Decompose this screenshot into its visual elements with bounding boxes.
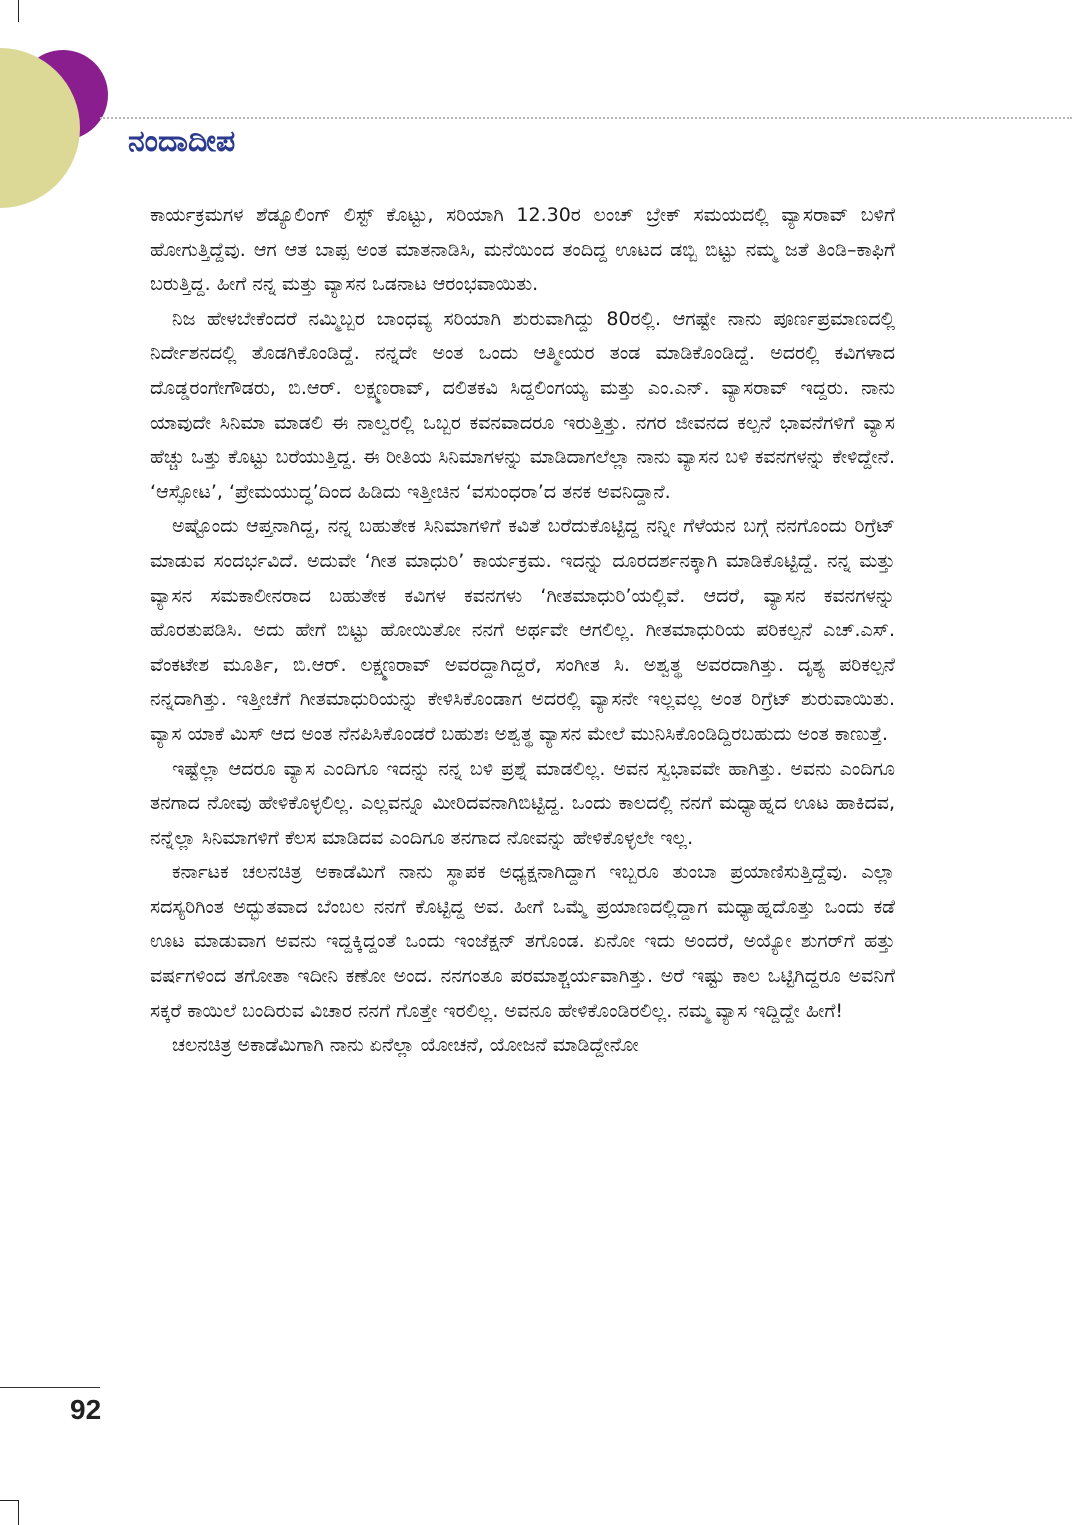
paragraph-6: ಚಲನಚಿತ್ರ ಅಕಾಡೆಮಿಗಾಗಿ ನಾನು ಏನೆಲ್ಲಾ ಯೋಚನೆ, ಯೋಜನೆ ಮಾಡಿದ್ದೇನೋ [172,1034,639,1057]
page-number: 92 [70,1394,102,1425]
crop-mark-bottom-horizontal [0,1500,18,1501]
paragraph-2: ನಿಜ ಹೇಳಬೇಕೆಂದರೆ ನಮ್ಮಿಬ್ಬರ ಬಾಂಧವ್ಯ ಸರಿಯಾಗಿ ಶುರುವಾಗಿದ್ದು 80ರಲ್ಲಿ. ಆಗಷ್ಟೇ ನಾನು ಪೂರ್ಣಪ್ರಮಾಣದಲ್ಲಿ ನಿರ್ದೇಶನದಲ್ಲಿ ತೊಡಗಿಕೊಂಡಿದ್ದೆ. ನನ್ನದೇ ಅಂತ ಒಂದು ಆತ್ಮೀಯರ ತಂಡ ಮಾಡಿಕೊಂಡಿದ್ದೆ. ಅದರಲ್ಲಿ ಕವಿಗಳಾದ ದೊಡ್ಡರಂಗೇಗೌಡರು, ಬಿ.ಆರ್. ಲಕ್ಷ್ಮಣರಾವ್, ದಲಿತಕವಿ ಸಿದ್ದಲಿಂಗಯ್ಯ ಮತ್ತು ಎಂ.ಎನ್. ವ್ಯಾಸರಾವ್ ಇದ್ದರು. ನಾನು ಯಾವುದೇ ಸಿನಿಮಾ ಮಾಡಲಿ ಈ ನಾಲ್ವರಲ್ಲಿ ಒಬ್ಬರ ಕವನವಾದರೂ ಇರುತ್ತಿತ್ತು. ನಗರ ಜೀವನದ ಕಲ್ಪನೆ ಭಾವನೆಗಳಿಗೆ ವ್ಯಾಸ ಹೆಚ್ಚು ಒತ್ತು ಕೊಟ್ಟು ಬರೆಯುತ್ತಿದ್ದ. ಈ ರೀತಿಯ ಸಿನಿಮಾಗಳನ್ನು ಮಾಡಿದಾಗಲೆಲ್ಲಾ ನಾನು ವ್ಯಾಸನ ಬಳಿ ಕವನಗಳನ್ನು ಕೇಳಿದ್ದೇನೆ. ‘ಆಸ್ಫೋಟ’, ‘ಪ್ರೇಮಯುದ್ಧ’ದಿಂದ ಹಿಡಿದು ಇತ್ತೀಚಿನ ‘ವಸುಂಧರಾ’ದ ತನಕ ಅವನಿದ್ದಾನೆ. [150,307,895,503]
section-title: ನಂದಾದೀಪ [128,124,236,159]
paragraph-3: ಅಷ್ಟೊಂದು ಆಪ್ತನಾಗಿದ್ದ, ನನ್ನ ಬಹುತೇಕ ಸಿನಿಮಾಗಳಿಗೆ ಕವಿತೆ ಬರೆದುಕೊಟ್ಟಿದ್ದ ನನ್ನೀ ಗೆಳೆಯನ ಬಗ್ಗೆ ನನಗೊಂದು ರಿಗ್ರೆಟ್ ಮಾಡುವ ಸಂದರ್ಭವಿದೆ. ಅದುವೇ ‘ಗೀತ ಮಾಧುರಿ’ ಕಾರ್ಯಕ್ರಮ. ಇದನ್ನು ದೂರದರ್ಶನಕ್ಕಾಗಿ ಮಾಡಿಕೊಟ್ಟಿದ್ದೆ. ನನ್ನ ಮತ್ತು ವ್ಯಾಸನ ಸಮಕಾಲೀನರಾದ ಬಹುತೇಕ ಕವಿಗಳ ಕವನಗಳು ‘ಗೀತಮಾಧುರಿ’ಯಲ್ಲಿವೆ. ಆದರೆ, ವ್ಯಾಸನ ಕವನಗಳನ್ನು ಹೊರತುಪಡಿಸಿ. ಅದು ಹೇಗೆ ಬಿಟ್ಟು ಹೋಯಿತೋ ನನಗೆ ಅರ್ಥವೇ ಆಗಲಿಲ್ಲ. ಗೀತಮಾಧುರಿಯ ಪರಿಕಲ್ಪನೆ ಎಚ್.ಎಸ್. ವೆಂಕಟೇಶ ಮೂರ್ತಿ, ಬಿ.ಆರ್. ಲಕ್ಷ್ಮಣರಾವ್ ಅವರದ್ದಾಗಿದ್ದರೆ, ಸಂಗೀತ ಸಿ. ಅಶ್ವತ್ಥ ಅವರದಾಗಿತ್ತು. ದೃಶ್ಯ ಪರಿಕಲ್ಪನೆ ನನ್ನದಾಗಿತ್ತು. ಇತ್ತೀಚೆಗೆ ಗೀತಮಾಧುರಿಯನ್ನು ಕೇಳಿಸಿಕೊಂಡಾಗ ಅದರಲ್ಲಿ ವ್ಯಾಸನೇ ಇಲ್ಲವಲ್ಲ ಅಂತ ರಿಗ್ರೆಟ್ ಶುರುವಾಯಿತು. ವ್ಯಾಸ ಯಾಕೆ ಮಿಸ್ ಆದ ಅಂತ ನೆನಪಿಸಿಕೊಂಡರೆ ಬಹುಶಃ ಅಶ್ವತ್ಥ ವ್ಯಾಸನ ಮೇಲೆ ಮುನಿಸಿಕೊಂಡಿದ್ದಿರಬಹುದು ಅಂತ ಕಾಣುತ್ತೆ. [150,515,895,745]
article-body [150,198,895,1063]
paragraph-1: ಕಾರ್ಯಕ್ರಮಗಳ ಶೆಡ್ಯೂಲಿಂಗ್ ಲಿಸ್ಟ್ ಕೊಟ್ಟು, ಸರಿಯಾಗಿ 12.30ರ ಲಂಚ್ ಬ್ರೇಕ್ ಸಮಯದಲ್ಲಿ ವ್ಯಾಸರಾವ್ ಬಳಿಗೆ ಹೋಗುತ್ತಿದ್ದೆವು. ಆಗ ಆತ ಬಾಪ್ಪ ಅಂತ ಮಾತನಾಡಿಸಿ, ಮನೆಯಿಂದ ತಂದಿದ್ದ ಊಟದ ಡಬ್ಬಿ ಬಿಟ್ಟು ನಮ್ಮ ಜತೆ ತಿಂಡಿ–ಕಾಫಿಗೆ ಬರುತ್ತಿದ್ದ. ಹೀಗೆ ನನ್ನ ಮತ್ತು ವ್ಯಾಸನ ಒಡನಾಟ ಆರಂಭವಾಯಿತು. [150,204,895,296]
header-dotted-rule [100,117,1072,119]
crop-mark-bottom-vertical [18,1500,19,1525]
paragraph-4: ಇಷ್ಟೆಲ್ಲಾ ಆದರೂ ವ್ಯಾಸ ಎಂದಿಗೂ ಇದನ್ನು ನನ್ನ ಬಳಿ ಪ್ರಶ್ನೆ ಮಾಡಲಿಲ್ಲ. ಅವನ ಸ್ವಭಾವವೇ ಹಾಗಿತ್ತು. ಅವನು ಎಂದಿಗೂ ತನಗಾದ ನೋವು ಹೇಳಿಕೊಳ್ಳಲಿಲ್ಲ. ಎಲ್ಲವನ್ನೂ ಮೀರಿದವನಾಗಿಬಿಟ್ಟಿದ್ದ. ಒಂದು ಕಾಲದಲ್ಲಿ ನನಗೆ ಮಧ್ಯಾಹ್ನದ ಊಟ ಹಾಕಿದವ, ನನ್ನೆಲ್ಲಾ ಸಿನಿಮಾಗಳಿಗೆ ಕೆಲಸ ಮಾಡಿದವ ಎಂದಿಗೂ ತನಗಾದ ನೋವನ್ನು ಹೇಳಿಕೊಳ್ಳಲೇ ಇಲ್ಲ. [150,757,895,849]
paragraph-5: ಕರ್ನಾಟಕ ಚಲನಚಿತ್ರ ಅಕಾಡೆಮಿಗೆ ನಾನು ಸ್ಥಾಪಕ ಅಧ್ಯಕ್ಷನಾಗಿದ್ದಾಗ ಇಬ್ಬರೂ ತುಂಬಾ ಪ್ರಯಾಣಿಸುತ್ತಿದ್ದೆವು. ಎಲ್ಲಾ ಸದಸ್ಯರಿಗಿಂತ ಅದ್ಭುತವಾದ ಬೆಂಬಲ ನನಗೆ ಕೊಟ್ಟಿದ್ದ ಅವ. ಹೀಗೆ ಒಮ್ಮೆ ಪ್ರಯಾಣದಲ್ಲಿದ್ದಾಗ ಮಧ್ಯಾಹ್ನದೊತ್ತು ಒಂದು ಕಡೆ ಊಟ ಮಾಡುವಾಗ ಅವನು ಇದ್ದಕ್ಕಿದ್ದಂತೆ ಒಂದು ಇಂಜೆಕ್ಷನ್ ತಗೊಂಡ. ಏನೋ ಇದು ಅಂದರೆ, ಅಯ್ಯೋ ಶುಗರ್‌ಗೆ ಹತ್ತು ವರ್ಷಗಳಿಂದ ತಗೋತಾ ಇದೀನಿ ಕಣೋ ಅಂದ. ನನಗಂತೂ ಪರಮಾಶ್ಚರ್ಯವಾಗಿತ್ತು. ಅರೆ ಇಷ್ಟು ಕಾಲ ಒಟ್ಟಿಗಿದ್ದರೂ ಅವನಿಗೆ ಸಕ್ಕರೆ ಕಾಯಿಲೆ ಬಂದಿರುವ ವಿಚಾರ ನನಗೆ ಗೊತ್ತೇ ಇರಲಿಲ್ಲ. ಅವನೂ ಹೇಳಿಕೊಂಡಿರಲಿಲ್ಲ. ನಮ್ಮ ವ್ಯಾಸ ಇದ್ದಿದ್ದೇ ಹೀಗೆ! [150,861,895,1022]
page-number-rule [0,1387,100,1388]
crop-mark-top [18,0,19,22]
